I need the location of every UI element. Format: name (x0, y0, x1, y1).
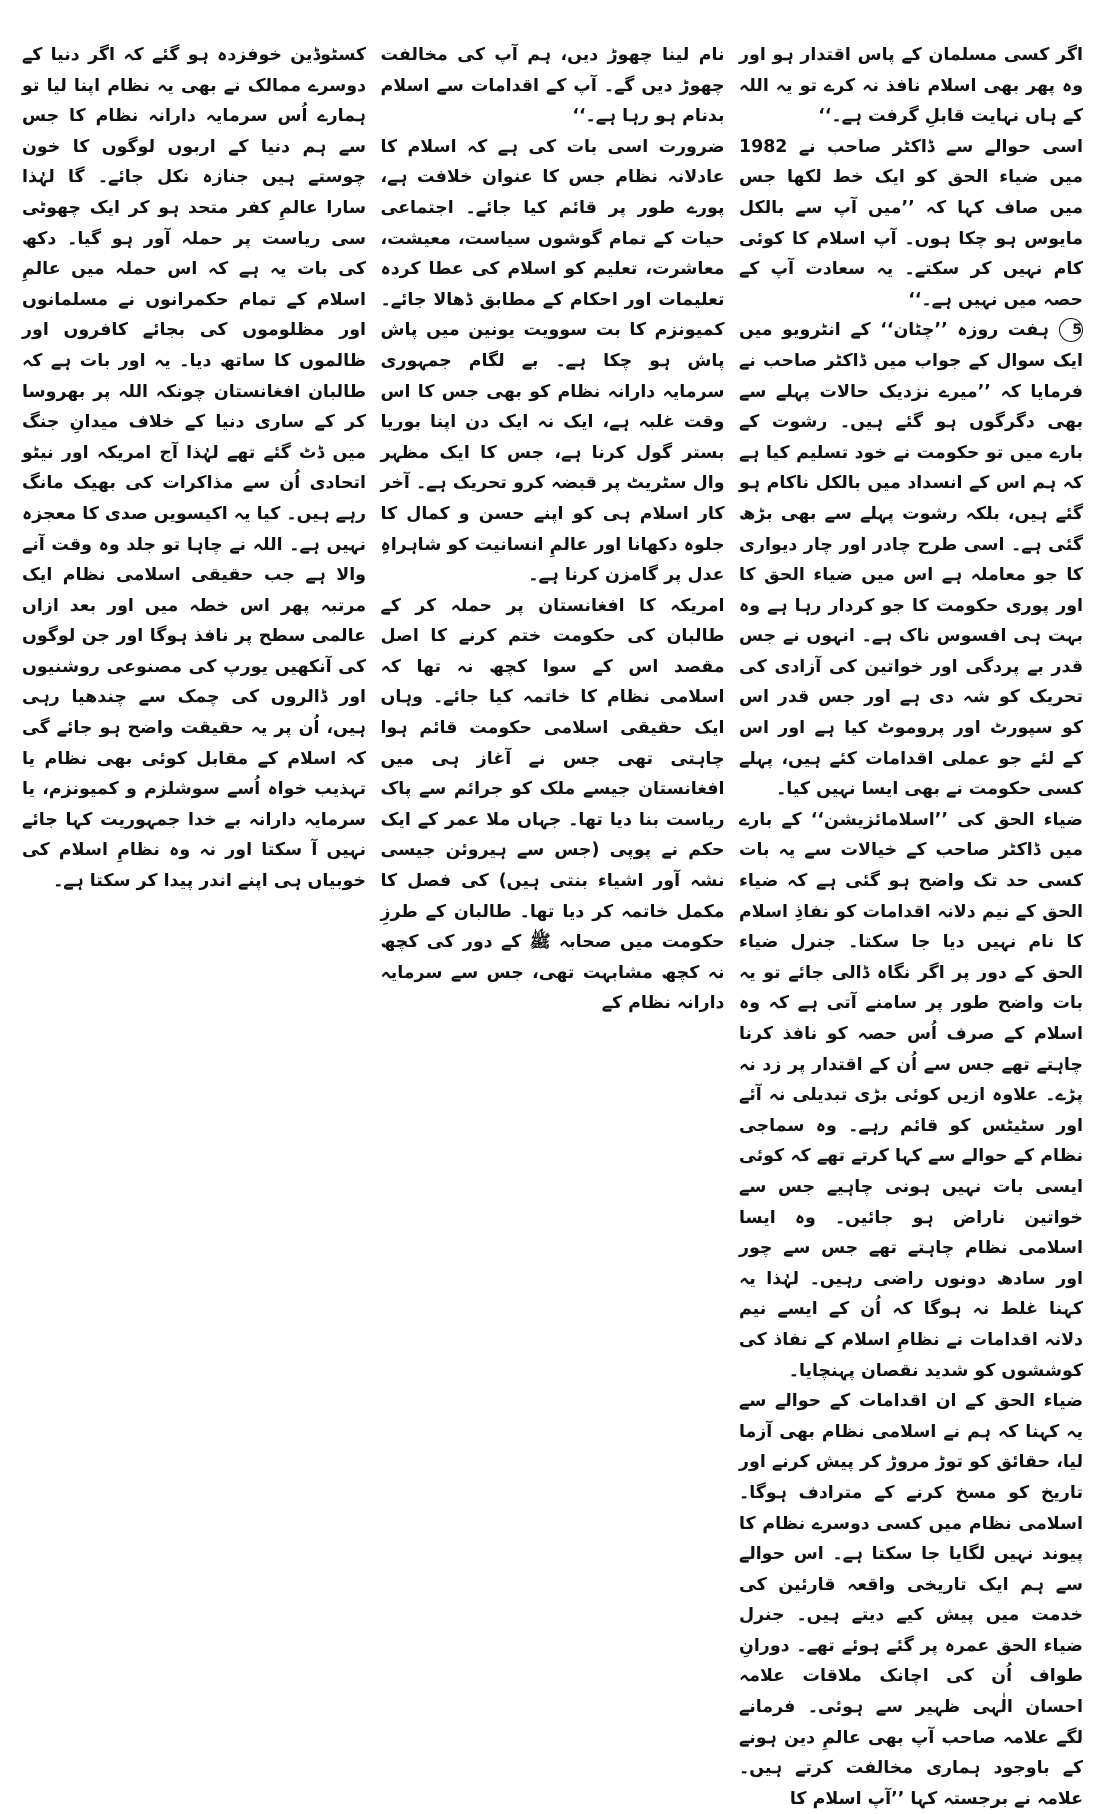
paragraph: نام لینا چھوڑ دیں، ہم آپ کی مخالفت چھوڑ دیں گے۔ آپ کے اقدامات سے اسلام بدنام ہو رہا ہے۔‘‘ (380, 45, 725, 127)
number-marker: 5 (1059, 318, 1083, 342)
paragraph: اسی حوالے سے ڈاکٹر صاحب نے 1982 میں ضیاء الحق کو ایک خط لکھا جس میں صاف کہا کہ ’’میں آپ سے بالکل مایوس ہو چکا ہوں۔ آپ اسلام کا کوئی کام نہیں کر سکتے۔ یہ سعادت آپ کے حصہ میں نہیں ہے۔‘‘ (739, 136, 1083, 310)
paragraph: ضرورت اسی بات کی ہے کہ اسلام کا عادلانہ نظام جس کا عنوان خلافت ہے، پورے طور پر قائم کیا جائے۔ اجتماعی حیات کے تمام گوشوں سیاست، معیشت، معاشرت، تعلیم کو اسلام کی عطا کردہ تعلیمات اور احکام کے مطابق ڈھالا جائے۔ کمیونزم کا بت سوویت یونین میں پاش پاش ہو چکا ہے۔ بے لگام جمہوری سرمایہ دارانہ نظام کو بھی جس کا اس وقت غلبہ ہے، ایک نہ ایک دن اپنا بوریا بستر گول کرنا ہے، جس کا ایک مظہر وال سٹریٹ پر قبضہ کرو تحریک ہے۔ آخر کار اسلام ہی کو اپنے حسن و کمال کا جلوہ دکھانا اور عالمِ انسانیت کو شاہراہِ عدل پر گامزن کرنا ہے۔ (380, 136, 725, 586)
paragraph-numbered (739, 315, 1083, 805)
text-column-left (22, 40, 366, 892)
paragraph: کسٹوڈین خوفزدہ ہو گئے کہ اگر دنیا کے دوسرے ممالک نے بھی یہ نظام اپنا لیا تو ہمارے اُس سرمایہ دارانہ نظام کا جس سے ہم دنیا کے اربوں لوگوں کا خون چوستے ہیں جنازہ نکل جائے۔ گا لہٰذا سارا عالمِ کفر متحد ہو کر ایک چھوٹی سی ریاست پر حملہ آور ہو گیا۔ دکھ کی بات یہ ہے کہ اس حملہ میں عالمِ اسلام کے تمام حکمرانوں نے مسلمانوں اور مظلوموں کی بجائے کافروں اور ظالموں کا ساتھ دیا۔ یہ اور بات ہے کہ طالبان افغانستان چونکہ اللہ پر بھروسا کر کے ساری دنیا کے خلاف میدانِ جنگ میں ڈٹ گئے تھے لہٰذا آج امریکہ اور نیٹو اتحادی اُن سے مذاکرات کی بھیک مانگ رہے ہیں۔ کیا یہ اکیسویں صدی کا معجزہ نہیں ہے۔ اللہ نے چاہا تو جلد وہ وقت آنے والا ہے جب حقیقی اسلامی نظام ایک مرتبہ پھر اس خطہ میں اور بعد ازاں عالمی سطح پر نافذ ہوگا اور جن لوگوں کی آنکھیں یورپ کی مصنوعی روشنیوں اور ڈالروں کی چمک سے چندھیا رہی ہیں، اُن پر یہ حقیقت واضح ہو جائے گی کہ اسلام کے مقابل کوئی بھی نظام یا تہذیب خواہ اُسے سوشلزم و کمیونزم، یا سرمایہ دارانہ بے خدا جمہوریت کہا جائے نہیں آ سکتا اور نہ وہ نظامِ اسلام کی خوبیاں ہی اپنے اندر پیدا کر سکتا ہے۔ (22, 45, 366, 892)
paragraph-text: ہفت روزہ ’’چٹان‘‘ کے انٹرویو میں ایک سوال کے جواب میں ڈاکٹر صاحب نے فرمایا کہ ’’میرے نزدیک حالات پہلے سے بھی دگرگوں ہو گئے ہیں۔ رشوت کے بارے میں تو حکومت نے خود تسلیم کیا ہے کہ ہم اس کے انسداد میں بالکل ناکام ہو گئے ہیں، بلکہ رشوت پہلے سے بھی بڑھ گئی ہے۔ اسی طرح چادر اور چار دیواری کا جو معاملہ ہے اس میں ضیاء الحق کا اور پوری حکومت کا جو کردار رہا ہے وہ بہت ہی افسوس ناک ہے۔ انہوں نے جس قدر بے پردگی اور خواتین کی آزادی کی تحریک کو شہ دی ہے اور جس قدر اس کو سپورٹ اور پروموٹ کیا ہے اور اس کے لئے جو عملی اقدامات کئے ہیں، پہلے کسی حکومت نے بھی ایسا نہیں کیا۔ (739, 320, 1083, 800)
text-column-middle (380, 40, 725, 1014)
text-column-right (739, 40, 1083, 1809)
paragraph: امریکہ کا افغانستان پر حملہ کر کے طالبان کی حکومت ختم کرنے کا اصل مقصد اس کے سوا کچھ نہ تھا کہ اسلامی نظام کا خاتمہ کیا جائے۔ وہاں ایک حقیقی اسلامی حکومت قائم ہوا چاہتی تھی جس نے آغاز ہی میں افغانستان جیسے ملک کو جرائم سے پاک ریاست بنا دیا تھا۔ جہاں ملا عمر کے ایک حکم نے پوپی (جس سے ہیروئن جیسی نشہ آور اشیاء بنتی ہیں) کی فصل کا مکمل خاتمہ کر دیا تھا۔ طالبان کے طرزِ حکومت میں صحابہ ﷺ کے دور کی کچھ نہ کچھ مشابہت تھی، جس سے سرمایہ دارانہ نظام کے (380, 595, 725, 1014)
paragraph: اگر کسی مسلمان کے پاس اقتدار ہو اور وہ پھر بھی اسلام نافذ نہ کرے تو یہ اللہ کے ہاں نہایت قابلِ گرفت ہے۔‘‘ (739, 45, 1083, 127)
paragraph: ضیاء الحق کے ان اقدامات کے حوالے سے یہ کہنا کہ ہم نے اسلامی نظام بھی آزما لیا، حقائق کو توڑ مروڑ کر پیش کرنے اور تاریخ کو مسخ کرنے کے مترادف ہوگا۔ اسلامی نظام میں کسی دوسرے نظام کا پیوند نہیں لگایا جا سکتا ہے۔ اس حوالے سے ہم ایک تاریخی واقعہ قارئین کی خدمت میں پیش کیے دیتے ہیں۔ جنرل ضیاء الحق عمرہ پر گئے ہوئے تھے۔ دورانِ طواف اُن کی اچانک ملاقات علامہ احسان الٰہی ظہیر سے ہوئی۔ فرمانے لگے علامہ صاحب آپ بھی عالمِ دین ہونے کے باوجود ہماری مخالفت کرتے ہیں۔ علامہ نے برجستہ کہا ’’آپ اسلام کا (739, 1391, 1083, 1809)
paragraph: ضیاء الحق کی ’’اسلامائزیشن‘‘ کے بارے میں ڈاکٹر صاحب کے خیالات سے یہ بات کسی حد تک واضح ہو گئی ہے کہ ضیاء الحق کے نیم دلانہ اقدامات کو نفاذِ اسلام کا نام نہیں دیا جا سکتا۔ جنرل ضیاء الحق کے دور پر اگر نگاہ ڈالی جائے تو یہ بات واضح طور پر سامنے آتی ہے کہ وہ اسلام کے صرف اُس حصہ کو نافذ کرنا چاہتے تھے جس سے اُن کے اقتدار پر زد نہ پڑے۔ علاوہ ازیں کوئی بڑی تبدیلی نہ آئے اور سٹیٹس کو قائم رہے۔ وہ سماجی نظام کے حوالے سے کہا کرتے تھے کہ کوئی ایسی بات نہیں ہونی چاہیے جس سے خواتین ناراض ہو جائیں۔ وہ ایسا اسلامی نظام چاہتے تھے جس سے چور اور سادھ دونوں راضی رہیں۔ لہٰذا یہ کہنا غلط نہ ہوگا کہ اُن کے ایسے نیم دلانہ اقدامات نے نظامِ اسلام کے نفاذ کی کوششوں کو شدید نقصان پہنچایا۔ (739, 809, 1083, 1381)
